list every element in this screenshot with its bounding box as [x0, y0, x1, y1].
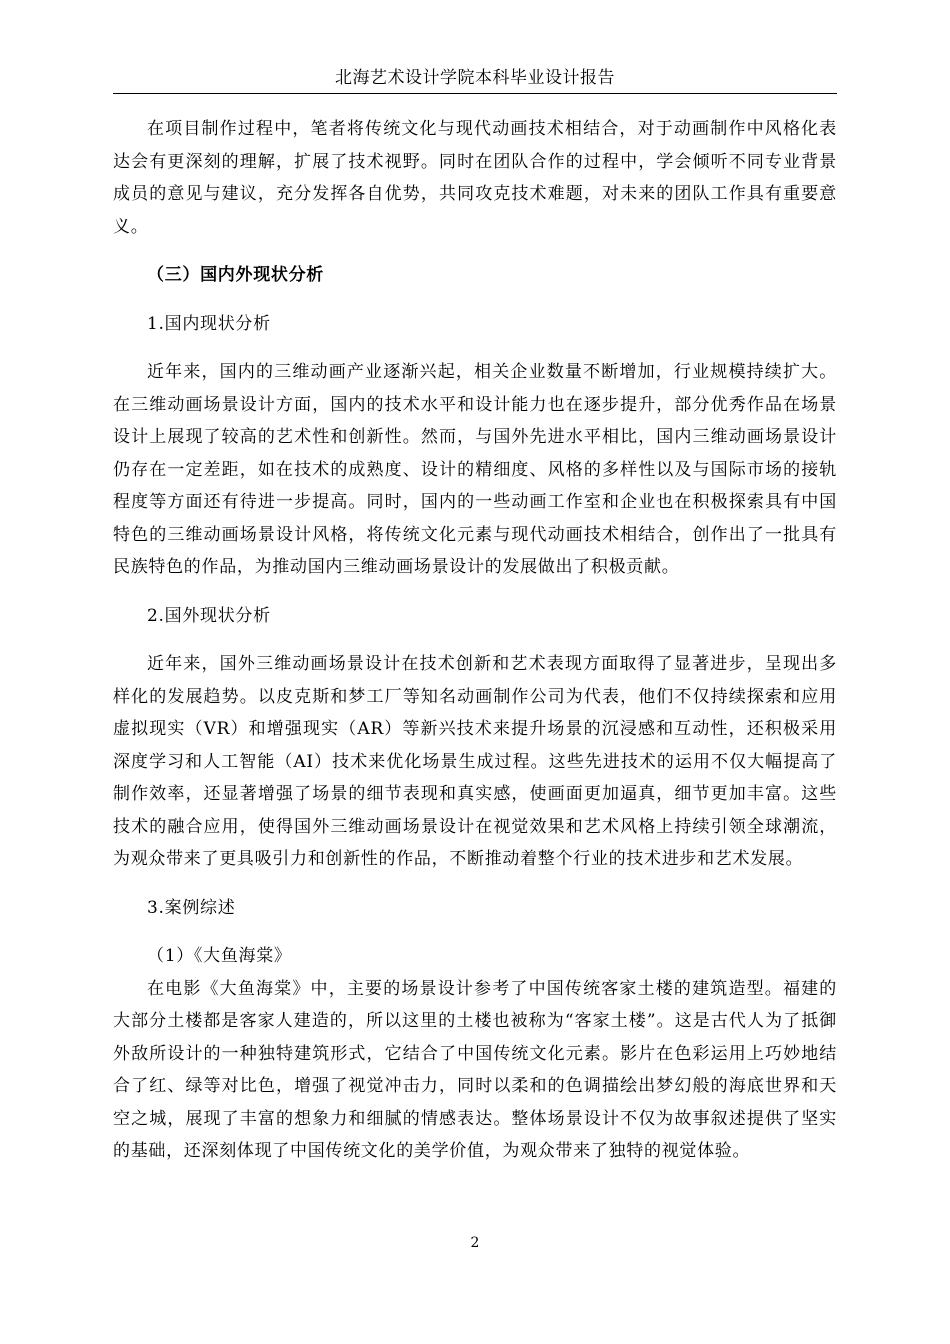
paragraph-domestic-status: 近年来，国内的三维动画产业逐渐兴起，相关企业数量不断增加，行业规模持续扩大。在三维动画场景设计方面，国内的技术水平和设计能力也在逐步提升，部分优秀作品在场景设计上展现了较高的艺术性和创新性。然而，与国外先进水平相比，国内三维动画场景设计仍存在一定差距，如在技术的成熟度、设计的精细度、风格的多样性以及与国际市场的接轨程度等方面还有待进一步提高。同时，国内的一些动画工作室和企业也在积极探索具有中国特色的三维动画场景设计风格，将传统文化元素与现代动画技术相结合，创作出了一批具有民族特色的作品，为推动国内三维动画场景设计的发展做出了积极贡献。	[113, 362, 837, 577]
paragraph-case-big-fish: 在电影《大鱼海棠》中，主要的场景设计参考了中国传统客家土楼的建筑造型。福建的大部分土楼都是客家人建造的，所以这里的土楼也被称为“客家土楼”。这是古代人为了抵御外敌所设计的一种独特建筑形式，它结合了中国传统文化元素。影片在色彩运用上巧妙地结合了红、绿等对比色，增强了视觉冲击力，同时以柔和的色调描绘出梦幻般的海底世界和天空之城，展现了丰富的想象力和细腻的情感表达。整体场景设计不仅为故事叙述提供了坚实的基础，还深刻体现了中国传统文化的美学价值，为观众带来了独特的视觉体验。	[113, 978, 837, 1161]
paragraph-foreign-status: 近年来，国外三维动画场景设计在技术创新和艺术表现方面取得了显著进步，呈现出多样化的发展趋势。以皮克斯和梦工厂等知名动画制作公司为代表，他们不仅持续探索和应用虚拟现实（VR）和增强现实（AR）等新兴技术来提升场景的沉浸感和互动性，还积极采用深度学习和人工智能（AI）技术来优化场景生成过程。这些先进技术的运用不仅大幅提高了制作效率，还显著增强了场景的细节表现和真实感，使画面更加逼真，细节更加丰富。这些技术的融合应用，使得国外三维动画场景设计在视觉效果和艺术风格上持续引领全球潮流，为观众带来了更具吸引力和创新性的作品，不断推动着整个行业的技术进步和艺术发展。	[113, 654, 837, 869]
subheading-foreign: 2.国外现状分析	[147, 605, 271, 626]
page-number: 2	[470, 1235, 480, 1251]
subheading-domestic: 1.国内现状分析	[147, 313, 271, 334]
section-heading: （三）国内外现状分析	[147, 265, 324, 285]
page-body	[113, 113, 837, 1168]
case-title-big-fish: （1）《大鱼海棠》	[147, 946, 292, 966]
paragraph-project-summary: 在项目制作过程中，笔者将传统文化与现代动画技术相结合，对于动画制作中风格化表达会有更深刻的理解，扩展了技术视野。同时在团队合作的过程中，学会倾听不同专业背景成员的意见与建议，充分发挥各自优势，共同攻克技术难题，对未来的团队工作具有重要意义。	[113, 119, 837, 237]
subheading-case-review: 3.案例综述	[147, 897, 236, 918]
header-divider	[113, 93, 837, 94]
page-header: 北海艺术设计学院本科毕业设计报告	[335, 68, 615, 88]
